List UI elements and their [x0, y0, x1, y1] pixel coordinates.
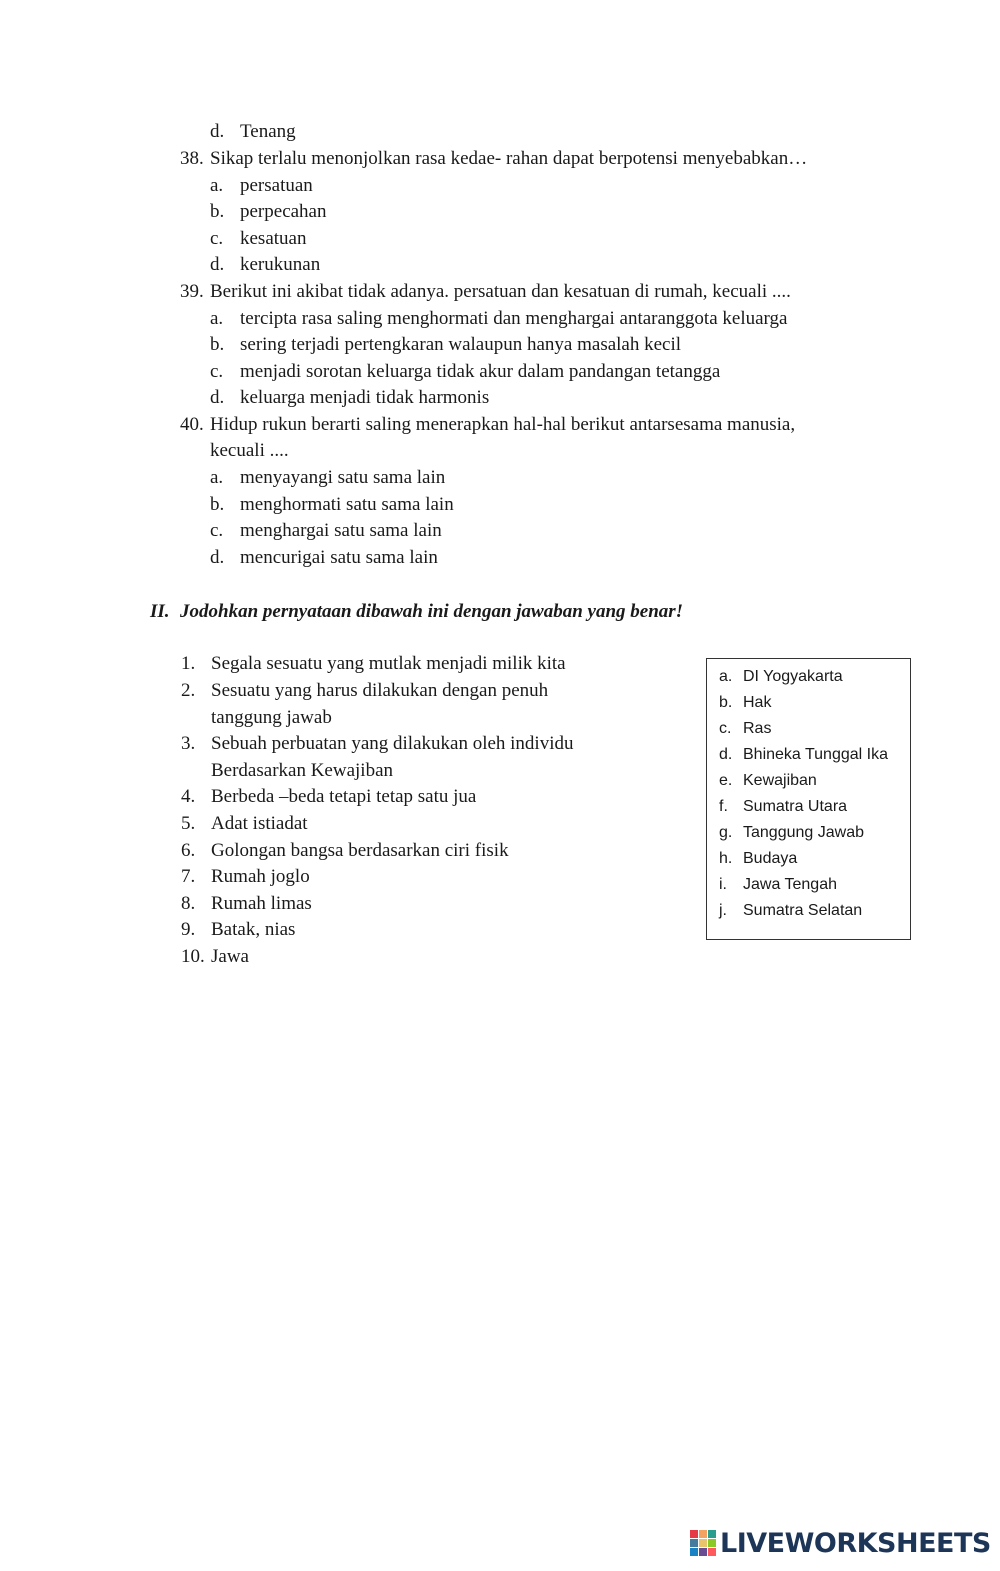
statement-text: Segala sesuatu yang mutlak menjadi milik kita — [211, 653, 566, 674]
option-letter: d. — [210, 121, 225, 142]
answer-letter: i. — [719, 876, 727, 893]
question-text: Berikut ini akibat tidak adanya. persatuan dan kesatuan di rumah, kecuali .... — [210, 281, 791, 302]
question-text: kecuali .... — [210, 440, 289, 461]
logo-square — [699, 1530, 707, 1538]
answer-text: Bhineka Tunggal Ika — [743, 746, 888, 763]
statement-continuation — [211, 705, 681, 731]
answer-letter: c. — [719, 720, 732, 737]
answer-letter: h. — [719, 850, 733, 867]
answer-text: Kewajiban — [743, 772, 817, 789]
option-text: sering terjadi pertengkaran walaupun hanya masalah kecil — [240, 334, 682, 355]
question-text: Hidup rukun berarti saling menerapkan hal-hal berikut antarsesama manusia, — [210, 414, 796, 435]
option-text: perpecahan — [240, 201, 327, 222]
option-letter: a. — [210, 175, 224, 196]
logo-square — [690, 1539, 698, 1547]
answer-text: Ras — [743, 720, 772, 737]
answer-letter: j. — [719, 902, 727, 919]
statement-text: Berdasarkan Kewajiban — [211, 760, 394, 781]
statement-text: Rumah joglo — [211, 866, 310, 887]
option-letter: b. — [210, 334, 225, 355]
option-text: tercipta rasa saling menghormati dan menghargai antaranggota keluarga — [240, 308, 788, 329]
statement-number: 4. — [181, 786, 196, 807]
answer-letter: g. — [719, 824, 733, 841]
answer-letter: d. — [719, 746, 733, 763]
answer-text: Sumatra Selatan — [743, 902, 863, 919]
option-text: menghargai satu sama lain — [240, 520, 442, 541]
question-number: 38. — [180, 148, 204, 169]
statement-text: Sesuatu yang harus dilakukan dengan penuh — [211, 680, 549, 701]
answer-text: Sumatra Utara — [743, 798, 848, 815]
answer-text: Jawa Tengah — [743, 876, 837, 893]
logo-square — [699, 1548, 707, 1556]
option-letter: b. — [210, 494, 225, 515]
option-text: mencurigai satu sama lain — [240, 547, 438, 568]
logo-square — [708, 1530, 716, 1538]
statement-number: 9. — [181, 919, 196, 940]
statement-number: 3. — [181, 733, 196, 754]
answer-text: Budaya — [743, 850, 798, 867]
statement-text: Adat istiadat — [211, 813, 308, 834]
question-number: 40. — [180, 414, 204, 435]
answer-letter: e. — [719, 772, 733, 789]
section-number: II. — [150, 601, 170, 622]
option-letter: d. — [210, 254, 225, 275]
option-text: persatuan — [240, 175, 313, 196]
q40-question-continued — [210, 438, 810, 464]
answer-text: Hak — [743, 694, 772, 711]
logo-square — [690, 1548, 698, 1556]
answer-text: Tanggung Jawab — [743, 824, 864, 841]
logo-text: LIVEWORKSHEETS — [720, 1527, 991, 1559]
option-letter: a. — [210, 308, 224, 329]
statement-number: 1. — [181, 653, 196, 674]
option-text: menyayangi satu sama lain — [240, 467, 446, 488]
answer-text: DI Yogyakarta — [743, 668, 843, 685]
option-text: Tenang — [240, 121, 296, 142]
statement-text: Jawa — [211, 946, 249, 967]
statement-number: 2. — [181, 680, 196, 701]
option-text: kerukunan — [240, 254, 321, 275]
option-letter: c. — [210, 520, 224, 541]
section-title: Jodohkan pernyataan dibawah ini dengan jawaban yang benar! — [180, 601, 684, 622]
statement-number: 10. — [181, 946, 205, 967]
option-letter: b. — [210, 201, 225, 222]
option-text: keluarga menjadi tidak harmonis — [240, 387, 490, 408]
logo-square — [699, 1539, 707, 1547]
option-text: menghormati satu sama lain — [240, 494, 454, 515]
option-letter: a. — [210, 467, 224, 488]
statement-text: Rumah limas — [211, 893, 312, 914]
answer-letter: b. — [719, 694, 733, 711]
statement-number: 5. — [181, 813, 196, 834]
option-text: kesatuan — [240, 228, 307, 249]
logo-grid-icon — [690, 1530, 716, 1556]
statement-number: 8. — [181, 893, 196, 914]
question-number: 39. — [180, 281, 204, 302]
statement-text: Batak, nias — [211, 919, 296, 940]
answer-box — [706, 658, 911, 940]
logo-square — [690, 1530, 698, 1538]
option-letter: d. — [210, 387, 225, 408]
option-letter: d. — [210, 547, 225, 568]
question-text: Sikap terlalu menonjolkan rasa kedae- rahan dapat berpotensi menyebabkan… — [210, 148, 808, 169]
option-letter: c. — [210, 361, 224, 382]
statement-text: Golongan bangsa berdasarkan ciri fisik — [211, 840, 509, 861]
statement-continuation — [211, 758, 681, 784]
logo-square — [708, 1548, 716, 1556]
statement-text: tanggung jawab — [211, 707, 332, 728]
option-letter: c. — [210, 228, 224, 249]
logo-square — [708, 1539, 716, 1547]
statement-number: 7. — [181, 866, 196, 887]
statement-text: Berbeda –beda tetapi tetap satu jua — [211, 786, 477, 807]
statement-number: 6. — [181, 840, 196, 861]
answer-letter: f. — [719, 798, 728, 815]
option-text: menjadi sorotan keluarga tidak akur dalam pandangan tetangga — [240, 361, 721, 382]
answer-letter: a. — [719, 668, 733, 685]
liveworksheets-logo[interactable] — [690, 1526, 991, 1560]
statement-text: Sebuah perbuatan yang dilakukan oleh individu — [211, 733, 574, 754]
